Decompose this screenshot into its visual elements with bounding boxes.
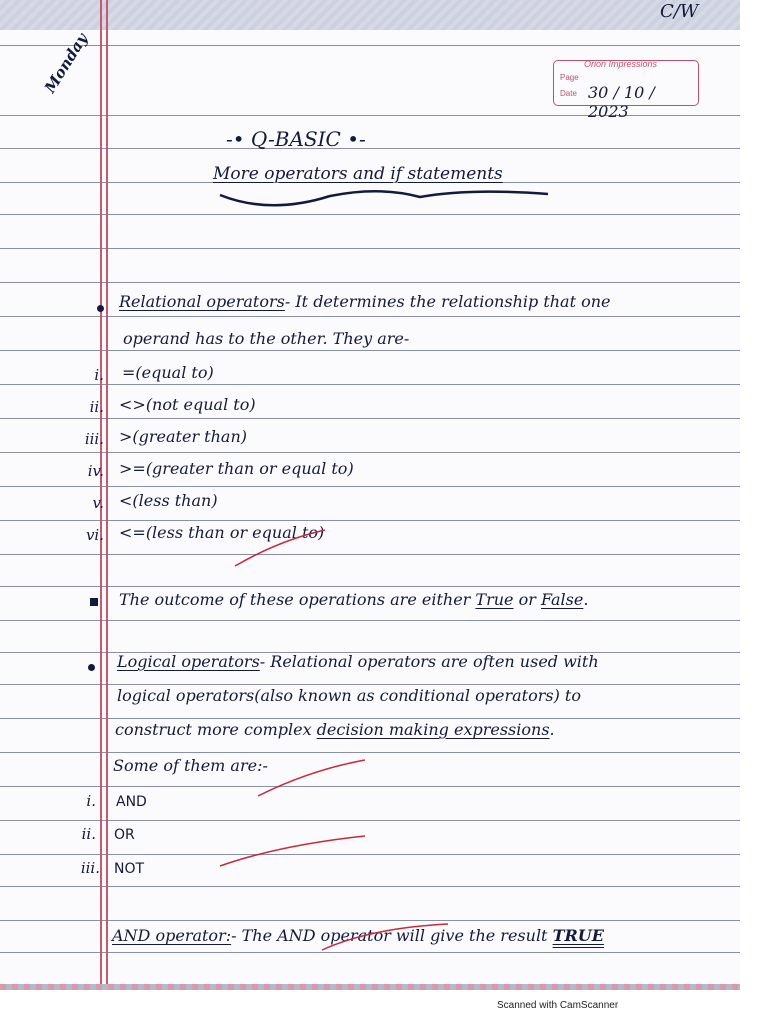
list-text: >(greater than) <box>119 427 247 446</box>
brand-label: Orion Impressions <box>584 59 658 69</box>
relational-text-1: - It determines the relationship that one <box>284 292 611 311</box>
scanner-footer: Scanned with CamScanner <box>497 1000 619 1011</box>
subtitle-swoosh <box>220 191 548 205</box>
list-number: ii. <box>89 398 104 416</box>
red-tick-1 <box>235 530 325 566</box>
red-tick-2 <box>258 760 365 796</box>
logical-end: . <box>549 720 555 739</box>
and-text: - The AND operator will give the result <box>231 926 548 945</box>
list-number: iii. <box>84 430 104 448</box>
list-text: >=(greater than or equal to) <box>119 459 354 478</box>
date-label: Date <box>560 89 577 98</box>
relational-heading: Relational operators <box>119 292 285 311</box>
decision-phrase: decision making expressions <box>316 720 550 739</box>
list-number: i. <box>94 366 104 384</box>
list-text: <(less than) <box>119 491 218 510</box>
list-number: iii. <box>80 859 100 877</box>
page-label: Page <box>560 73 579 82</box>
logical-text-4: Some of them are:- <box>113 756 268 775</box>
outcome-end: . <box>583 590 589 609</box>
page-bottom-edge <box>0 984 740 990</box>
outcome-or: or <box>518 590 536 609</box>
list-text: <>(not equal to) <box>119 395 256 414</box>
list-number: vi. <box>85 526 104 544</box>
outcome-text: The outcome of these operations are either <box>119 590 471 609</box>
page-subtitle: More operators and if statements <box>213 164 503 184</box>
list-text: <=(less than or equal to) <box>119 523 325 542</box>
date-value: 30 / 10 / 2023 <box>588 83 655 121</box>
false-word: False <box>540 590 584 609</box>
page-title: -• Q-BASIC •- <box>226 127 366 151</box>
and-heading: AND operator: <box>112 926 232 945</box>
relational-text-2: operand has to the other. They are- <box>123 329 410 348</box>
and-result: TRUE <box>552 926 604 945</box>
red-tick-3 <box>220 836 365 866</box>
list-text: AND <box>116 794 147 810</box>
list-number: i. <box>86 792 96 810</box>
list-text: NOT <box>114 861 145 877</box>
list-text: OR <box>114 827 135 843</box>
list-text: =(equal to) <box>122 363 214 382</box>
logical-text-1: - Relational operators are often used with <box>259 652 599 671</box>
logical-text-3: construct more complex <box>115 720 312 739</box>
day-label: Monday <box>40 30 92 97</box>
logical-text-2: logical operators(also known as conditional operators) to <box>117 686 581 705</box>
corner-note: C/W <box>660 1 699 22</box>
true-word: True <box>475 590 514 609</box>
list-number: iv. <box>87 462 104 480</box>
list-number: v. <box>92 494 104 512</box>
red-tick-4 <box>322 924 448 950</box>
list-number: ii. <box>81 825 96 843</box>
logical-heading: Logical operators <box>117 652 260 671</box>
